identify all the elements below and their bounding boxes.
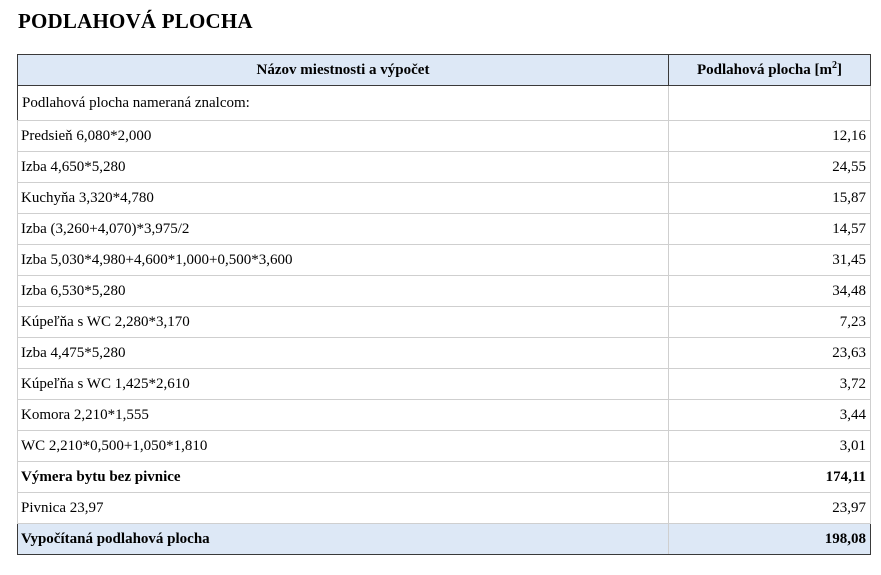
total-label: Vypočítaná podlahová plocha <box>18 524 669 555</box>
page-title: PODLAHOVÁ PLOCHA <box>18 9 253 33</box>
column-header-area-unit-superscript: 2 <box>832 60 837 71</box>
subtotal-row <box>18 462 871 493</box>
table-row <box>18 214 871 245</box>
table-row <box>18 276 871 307</box>
table-row <box>18 400 871 431</box>
room-name-cell: Predsieň 6,080*2,000 <box>18 121 669 152</box>
room-area-cell: 23,63 <box>669 338 871 369</box>
cellar-label: Pivnica 23,97 <box>18 493 669 524</box>
room-area-cell: 3,01 <box>669 431 871 462</box>
room-name-cell: Izba 4,475*5,280 <box>18 338 669 369</box>
room-area-cell: 34,48 <box>669 276 871 307</box>
room-name-cell: Izba 4,650*5,280 <box>18 152 669 183</box>
room-name-cell: WC 2,210*0,500+1,050*1,810 <box>18 431 669 462</box>
table-row <box>18 338 871 369</box>
table-row <box>18 431 871 462</box>
room-area-cell: 24,55 <box>669 152 871 183</box>
room-area-cell: 7,23 <box>669 307 871 338</box>
room-name-cell: Kúpeľňa s WC 1,425*2,610 <box>18 369 669 400</box>
table-row <box>18 183 871 214</box>
column-header-floor-area <box>669 55 871 86</box>
table-row <box>18 245 871 276</box>
total-row <box>18 524 871 555</box>
cellar-value: 23,97 <box>669 493 871 524</box>
room-area-cell: 3,44 <box>669 400 871 431</box>
cellar-row <box>18 493 871 524</box>
room-area-cell: 14,57 <box>669 214 871 245</box>
column-header-area-suffix: ] <box>837 62 842 78</box>
table-row <box>18 307 871 338</box>
table-row <box>18 121 871 152</box>
intro-row <box>18 86 871 121</box>
room-name-cell: Izba (3,260+4,070)*3,975/2 <box>18 214 669 245</box>
intro-text: Podlahová plocha nameraná znalcom: <box>18 86 669 121</box>
table-row <box>18 369 871 400</box>
room-name-cell: Kúpeľňa s WC 2,280*3,170 <box>18 307 669 338</box>
room-area-cell: 12,16 <box>669 121 871 152</box>
column-header-room-name: Názov miestnosti a výpočet <box>18 55 669 86</box>
room-area-cell: 3,72 <box>669 369 871 400</box>
subtotal-label: Výmera bytu bez pivnice <box>18 462 669 493</box>
table-header-row <box>18 55 871 86</box>
room-area-cell: 15,87 <box>669 183 871 214</box>
room-name-cell: Kuchyňa 3,320*4,780 <box>18 183 669 214</box>
room-name-cell: Komora 2,210*1,555 <box>18 400 669 431</box>
room-name-cell: Izba 5,030*4,980+4,600*1,000+0,500*3,600 <box>18 245 669 276</box>
room-name-cell: Izba 6,530*5,280 <box>18 276 669 307</box>
floor-area-table <box>17 54 871 555</box>
subtotal-value: 174,11 <box>669 462 871 493</box>
table-row <box>18 152 871 183</box>
total-value: 198,08 <box>669 524 871 555</box>
column-header-area-label: Podlahová plocha [m <box>696 62 832 78</box>
room-area-cell: 31,45 <box>669 245 871 276</box>
intro-area-cell <box>669 86 871 121</box>
